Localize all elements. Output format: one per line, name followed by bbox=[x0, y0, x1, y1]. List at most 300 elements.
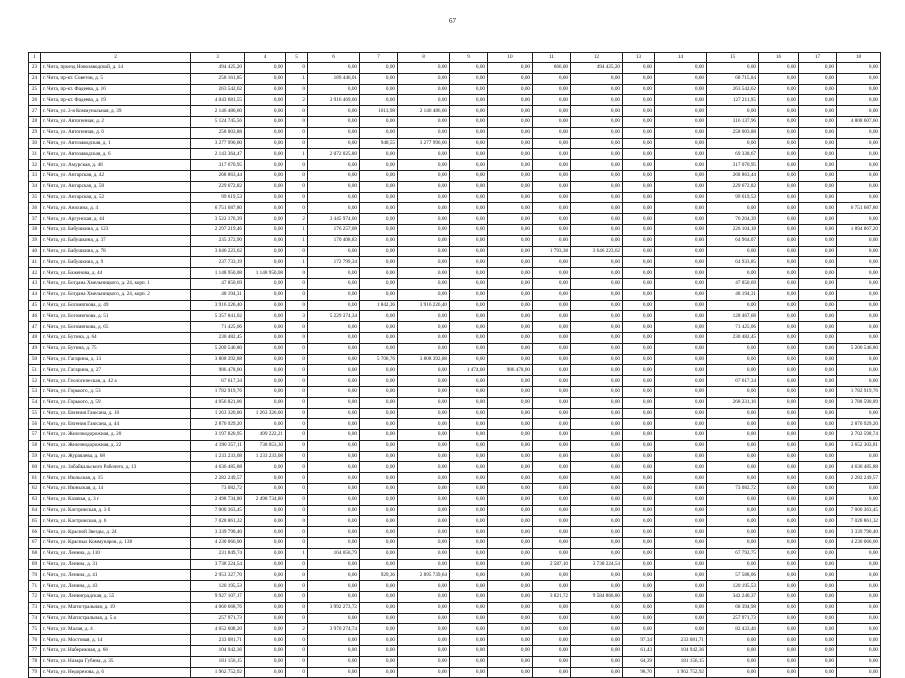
value-cell: 0,00 bbox=[360, 592, 398, 603]
value-cell: 0 bbox=[286, 494, 308, 505]
value-cell: 0,00 bbox=[245, 149, 286, 160]
value-cell: 0,00 bbox=[398, 127, 450, 138]
value-cell: 0,00 bbox=[707, 451, 759, 462]
value-cell: 226 104,18 bbox=[707, 224, 759, 235]
value-cell: 1 474,00 bbox=[450, 365, 488, 376]
value-cell: 0,00 bbox=[655, 278, 707, 289]
value-cell: 0,00 bbox=[837, 289, 881, 300]
value-cell: 986 478,00 bbox=[191, 365, 245, 376]
row-number-cell: 24 bbox=[29, 73, 41, 84]
value-cell: 0,00 bbox=[245, 278, 286, 289]
value-cell: 0,00 bbox=[398, 192, 450, 203]
value-cell: 0,00 bbox=[707, 667, 759, 678]
value-cell: 0,00 bbox=[799, 538, 837, 549]
value-cell: 3 522 176,39 bbox=[191, 214, 245, 225]
address-cell: г. Чита, ул. Богдана Хмельницкого, д. 24, корп. 1 bbox=[41, 278, 191, 289]
value-cell: 0 bbox=[286, 332, 308, 343]
value-cell: 0,00 bbox=[308, 484, 360, 495]
value-cell: 0,00 bbox=[623, 505, 655, 516]
address-cell: г. Чита, ул. Автогенная, д. 6 bbox=[41, 127, 191, 138]
row-number-cell: 79 bbox=[29, 667, 41, 678]
value-cell: 0,00 bbox=[245, 624, 286, 635]
value-cell: 0,00 bbox=[245, 602, 286, 613]
value-cell: 0,00 bbox=[450, 386, 488, 397]
value-cell: 0,00 bbox=[360, 484, 398, 495]
value-cell: 0,00 bbox=[450, 667, 488, 678]
row-number-cell: 61 bbox=[29, 473, 41, 484]
value-cell: 0,00 bbox=[398, 235, 450, 246]
value-cell: 0,00 bbox=[623, 343, 655, 354]
value-cell: 0,00 bbox=[450, 613, 488, 624]
value-cell: 0,00 bbox=[655, 527, 707, 538]
value-cell: 0 bbox=[286, 127, 308, 138]
value-cell: 0,00 bbox=[759, 408, 799, 419]
address-cell: г. Чита, ул. Красных Коммунаров, д. 138 bbox=[41, 538, 191, 549]
value-cell: 0,00 bbox=[655, 192, 707, 203]
value-cell: 0,00 bbox=[837, 602, 881, 613]
value-cell: 0,00 bbox=[450, 84, 488, 95]
address-cell: г. Чита, ул. Геологическая, д. 42 а bbox=[41, 376, 191, 387]
address-cell: г. Чита, ул. Бутина, д. 75 bbox=[41, 343, 191, 354]
value-cell: 1 233 233,08 bbox=[245, 451, 286, 462]
value-cell: 181 156,15 bbox=[655, 656, 707, 667]
value-cell: 0 bbox=[286, 419, 308, 430]
table-row bbox=[29, 613, 881, 624]
value-cell: 0,00 bbox=[707, 365, 759, 376]
value-cell: 0,00 bbox=[623, 430, 655, 441]
value-cell: 0,00 bbox=[245, 289, 286, 300]
value-cell: 0,00 bbox=[308, 656, 360, 667]
value-cell: 229 672,82 bbox=[191, 181, 245, 192]
value-cell: 0,00 bbox=[245, 300, 286, 311]
value-cell: 0,00 bbox=[450, 181, 488, 192]
value-cell: 0,00 bbox=[655, 343, 707, 354]
value-cell: 5 200 546,80 bbox=[191, 343, 245, 354]
value-cell: 0,00 bbox=[533, 462, 571, 473]
value-cell: 0 bbox=[286, 656, 308, 667]
value-cell: 0 bbox=[286, 613, 308, 624]
value-cell: 0,00 bbox=[799, 84, 837, 95]
table-row bbox=[29, 430, 881, 441]
address-cell: г. Чита, ул. 2-я Коммунальная, д. 39 bbox=[41, 106, 191, 117]
value-cell: 0,00 bbox=[533, 343, 571, 354]
value-cell: 1 bbox=[286, 235, 308, 246]
value-cell: 0,00 bbox=[533, 203, 571, 214]
value-cell: 257 971,73 bbox=[707, 613, 759, 624]
row-number-cell: 53 bbox=[29, 386, 41, 397]
value-cell: 0,00 bbox=[799, 527, 837, 538]
value-cell: 0,00 bbox=[623, 63, 655, 74]
value-cell: 0,00 bbox=[450, 257, 488, 268]
row-number-cell: 43 bbox=[29, 278, 41, 289]
table-row bbox=[29, 268, 881, 279]
value-cell: 0,00 bbox=[450, 170, 488, 181]
value-cell: 73 082,72 bbox=[191, 484, 245, 495]
value-cell: 0,00 bbox=[450, 559, 488, 570]
row-number-cell: 32 bbox=[29, 160, 41, 171]
value-cell: 0,00 bbox=[488, 73, 533, 84]
value-cell: 0,00 bbox=[655, 268, 707, 279]
value-cell: 0,00 bbox=[308, 559, 360, 570]
value-cell: 3 197 820,95 bbox=[191, 430, 245, 441]
value-cell: 0,00 bbox=[571, 656, 623, 667]
value-cell: 0,00 bbox=[571, 430, 623, 441]
address-cell: г. Чита, ул. Баженова, д. 44 bbox=[41, 268, 191, 279]
row-number-cell: 49 bbox=[29, 343, 41, 354]
value-cell: 0,00 bbox=[571, 278, 623, 289]
value-cell: 0,00 bbox=[799, 127, 837, 138]
value-cell: 258 003,88 bbox=[191, 127, 245, 138]
value-cell: 0,00 bbox=[308, 181, 360, 192]
table-row bbox=[29, 624, 881, 635]
value-cell: 0,00 bbox=[450, 462, 488, 473]
value-cell: 0,00 bbox=[245, 376, 286, 387]
value-cell: 0,00 bbox=[571, 538, 623, 549]
value-cell: 0,00 bbox=[707, 527, 759, 538]
value-cell: 1 148 950,08 bbox=[191, 268, 245, 279]
table-row bbox=[29, 160, 881, 171]
table-row bbox=[29, 570, 881, 581]
table-header-row bbox=[29, 53, 881, 63]
value-cell: 342 240,37 bbox=[707, 592, 759, 603]
value-cell: 0,00 bbox=[245, 257, 286, 268]
value-cell: 0,00 bbox=[245, 116, 286, 127]
value-cell: 0,00 bbox=[450, 602, 488, 613]
value-cell: 0,00 bbox=[245, 203, 286, 214]
value-cell: 0,00 bbox=[360, 289, 398, 300]
table-row bbox=[29, 246, 881, 257]
value-cell: 0,00 bbox=[533, 278, 571, 289]
value-cell: 258 161,85 bbox=[191, 73, 245, 84]
value-cell: 0,00 bbox=[533, 127, 571, 138]
value-cell: 0,00 bbox=[837, 354, 881, 365]
table-row bbox=[29, 667, 881, 678]
value-cell: 0,00 bbox=[360, 203, 398, 214]
value-cell: 0,00 bbox=[799, 581, 837, 592]
value-cell: 2 587,10 bbox=[533, 559, 571, 570]
value-cell: 170 408,83 bbox=[308, 235, 360, 246]
value-cell: 0,00 bbox=[360, 419, 398, 430]
value-cell: 0,00 bbox=[360, 656, 398, 667]
value-cell: 0,00 bbox=[360, 192, 398, 203]
value-cell: 0,00 bbox=[799, 559, 837, 570]
value-cell: 0,00 bbox=[398, 624, 450, 635]
value-cell: 0,00 bbox=[533, 516, 571, 527]
value-cell: 0,00 bbox=[655, 386, 707, 397]
value-cell: 0,00 bbox=[623, 257, 655, 268]
address-cell: г. Чита, ул. Горького, д. 59 bbox=[41, 397, 191, 408]
value-cell: 0,00 bbox=[360, 386, 398, 397]
value-cell: 0,00 bbox=[245, 181, 286, 192]
value-cell: 0,00 bbox=[488, 203, 533, 214]
value-cell: 0,00 bbox=[308, 635, 360, 646]
value-cell: 0 bbox=[286, 440, 308, 451]
value-cell: 0,00 bbox=[571, 322, 623, 333]
value-cell: 47 850,69 bbox=[191, 278, 245, 289]
value-cell: 0,00 bbox=[360, 246, 398, 257]
value-cell: 0,00 bbox=[308, 300, 360, 311]
value-cell: 0,00 bbox=[571, 289, 623, 300]
value-cell: 0,00 bbox=[398, 278, 450, 289]
value-cell: 0,00 bbox=[360, 430, 398, 441]
value-cell: 0,00 bbox=[799, 505, 837, 516]
value-cell: 3 277 996,00 bbox=[398, 138, 450, 149]
address-cell: г. Чита, ул. Набережная, д. 66 bbox=[41, 646, 191, 657]
value-cell: 0,00 bbox=[488, 322, 533, 333]
value-cell: 0,00 bbox=[837, 494, 881, 505]
value-cell: 0,00 bbox=[533, 548, 571, 559]
value-cell: 0,00 bbox=[799, 138, 837, 149]
value-cell: 0,00 bbox=[533, 300, 571, 311]
value-cell: 1 bbox=[286, 257, 308, 268]
value-cell: 0 bbox=[286, 592, 308, 603]
value-cell: 233 081,71 bbox=[191, 635, 245, 646]
value-cell: 0,00 bbox=[571, 516, 623, 527]
table-row bbox=[29, 602, 881, 613]
value-cell: 0,00 bbox=[360, 268, 398, 279]
table-row bbox=[29, 63, 881, 74]
row-number-cell: 23 bbox=[29, 63, 41, 74]
value-cell: 0,00 bbox=[245, 106, 286, 117]
value-cell: 0,00 bbox=[245, 592, 286, 603]
value-cell: 0,00 bbox=[655, 332, 707, 343]
page-number: 67 bbox=[449, 17, 456, 25]
value-cell: 0,00 bbox=[799, 116, 837, 127]
value-cell: 0,00 bbox=[450, 538, 488, 549]
value-cell: 0,00 bbox=[488, 84, 533, 95]
value-cell: 127 211,95 bbox=[707, 95, 759, 106]
address-cell: г. Чита, ул. Магистральная, д. 5 а bbox=[41, 613, 191, 624]
value-cell: 0,00 bbox=[533, 451, 571, 462]
value-cell: 0,00 bbox=[655, 613, 707, 624]
value-cell: 230 482,45 bbox=[707, 332, 759, 343]
column-header: 13 bbox=[623, 53, 655, 63]
row-number-cell: 68 bbox=[29, 548, 41, 559]
value-cell: 0,00 bbox=[655, 538, 707, 549]
address-cell: г. Чита, ул. Забайкальского Рабочего, д. 13 bbox=[41, 462, 191, 473]
value-cell: 0,00 bbox=[360, 538, 398, 549]
value-cell: 0,00 bbox=[707, 646, 759, 657]
row-number-cell: 37 bbox=[29, 214, 41, 225]
value-cell: 0,00 bbox=[245, 548, 286, 559]
table-row bbox=[29, 214, 881, 225]
value-cell: 0,00 bbox=[245, 656, 286, 667]
value-cell: 0,00 bbox=[398, 257, 450, 268]
value-cell: 0 bbox=[286, 181, 308, 192]
value-cell: 0,00 bbox=[488, 484, 533, 495]
value-cell: 0 bbox=[286, 602, 308, 613]
row-number-cell: 51 bbox=[29, 365, 41, 376]
value-cell: 0,00 bbox=[759, 170, 799, 181]
value-cell: 0,00 bbox=[398, 268, 450, 279]
value-cell: 189 446,01 bbox=[308, 73, 360, 84]
value-cell: 0,00 bbox=[533, 408, 571, 419]
value-cell: 0,00 bbox=[488, 354, 533, 365]
value-cell: 4 636 485,88 bbox=[837, 462, 881, 473]
value-cell: 0,00 bbox=[308, 127, 360, 138]
value-cell: 0,00 bbox=[707, 386, 759, 397]
value-cell: 0,00 bbox=[799, 602, 837, 613]
value-cell: 0,00 bbox=[533, 570, 571, 581]
row-number-cell: 77 bbox=[29, 646, 41, 657]
address-cell: г. Чита, ул. Богдана Хмельницкого, д. 24, корп. 2 bbox=[41, 289, 191, 300]
value-cell: 0,00 bbox=[707, 538, 759, 549]
row-number-cell: 39 bbox=[29, 235, 41, 246]
address-cell: г. Чита, ул. Магистральная, д. 19 bbox=[41, 602, 191, 613]
value-cell: 0,00 bbox=[488, 592, 533, 603]
value-cell: 0,00 bbox=[533, 473, 571, 484]
value-cell: 0,00 bbox=[245, 127, 286, 138]
value-cell: 0,00 bbox=[308, 170, 360, 181]
value-cell: 0,00 bbox=[623, 354, 655, 365]
value-cell: 0,00 bbox=[571, 440, 623, 451]
value-cell: 68 394,98 bbox=[707, 602, 759, 613]
value-cell: 0,00 bbox=[799, 462, 837, 473]
value-cell: 5 200 546,80 bbox=[837, 343, 881, 354]
table-row bbox=[29, 538, 881, 549]
value-cell: 0,00 bbox=[571, 332, 623, 343]
row-number-cell: 57 bbox=[29, 430, 41, 441]
column-header: 12 bbox=[571, 53, 623, 63]
value-cell: 2 953 327,70 bbox=[191, 570, 245, 581]
value-cell: 4 230 066,00 bbox=[837, 538, 881, 549]
column-header: 15 bbox=[707, 53, 759, 63]
value-cell: 0,00 bbox=[623, 548, 655, 559]
value-cell: 268 863,44 bbox=[191, 170, 245, 181]
value-cell: 0,00 bbox=[450, 440, 488, 451]
value-cell: 0,00 bbox=[360, 224, 398, 235]
value-cell: 235 372,90 bbox=[191, 235, 245, 246]
value-cell: 1 962 752,92 bbox=[191, 667, 245, 678]
value-cell: 64,39 bbox=[623, 656, 655, 667]
value-cell: 0,00 bbox=[533, 538, 571, 549]
value-cell: 0,00 bbox=[533, 505, 571, 516]
value-cell: 0,00 bbox=[245, 667, 286, 678]
value-cell: 0,00 bbox=[488, 397, 533, 408]
value-cell: 0,00 bbox=[655, 203, 707, 214]
value-cell: 1013,98 bbox=[360, 106, 398, 117]
value-cell: 0,00 bbox=[759, 559, 799, 570]
value-cell: 0,00 bbox=[623, 246, 655, 257]
value-cell: 0,00 bbox=[571, 462, 623, 473]
value-cell: 0,00 bbox=[450, 289, 488, 300]
value-cell: 0,00 bbox=[837, 635, 881, 646]
value-cell: 0,00 bbox=[360, 257, 398, 268]
value-cell: 0,00 bbox=[571, 570, 623, 581]
value-cell: 0,00 bbox=[837, 84, 881, 95]
value-cell: 0,00 bbox=[837, 624, 881, 635]
value-cell: 0,00 bbox=[571, 602, 623, 613]
value-cell: 0,00 bbox=[308, 343, 360, 354]
value-cell: 0,00 bbox=[533, 332, 571, 343]
value-cell: 0,00 bbox=[398, 408, 450, 419]
value-cell: 0,00 bbox=[450, 646, 488, 657]
value-cell: 0,00 bbox=[450, 473, 488, 484]
row-number-cell: 59 bbox=[29, 451, 41, 462]
value-cell: 0,00 bbox=[360, 473, 398, 484]
value-cell: 0,00 bbox=[623, 203, 655, 214]
value-cell: 0,00 bbox=[655, 548, 707, 559]
table-row bbox=[29, 581, 881, 592]
value-cell: 0,00 bbox=[308, 473, 360, 484]
value-cell: 0,00 bbox=[623, 451, 655, 462]
value-cell: 0,00 bbox=[655, 624, 707, 635]
value-cell: 2 498 734,80 bbox=[191, 494, 245, 505]
value-cell: 0,00 bbox=[759, 581, 799, 592]
value-cell: 0 bbox=[286, 138, 308, 149]
value-cell: 0,00 bbox=[488, 268, 533, 279]
value-cell: 0,00 bbox=[623, 84, 655, 95]
value-cell: 2 870 929,20 bbox=[837, 419, 881, 430]
value-cell: 0,00 bbox=[837, 63, 881, 74]
column-header: 11 bbox=[533, 53, 571, 63]
value-cell: 0,00 bbox=[450, 268, 488, 279]
value-cell: 1 bbox=[286, 73, 308, 84]
address-cell: г. Чита, ул. Кастринская, д. 6 bbox=[41, 516, 191, 527]
value-cell: 0,00 bbox=[759, 430, 799, 441]
value-cell: 0,00 bbox=[759, 494, 799, 505]
column-header: 8 bbox=[398, 53, 450, 63]
address-cell: г. Чита, ул. Гагарина, д. 13 bbox=[41, 354, 191, 365]
value-cell: 0,00 bbox=[799, 408, 837, 419]
table-body bbox=[29, 63, 881, 678]
value-cell: 104 942,36 bbox=[191, 646, 245, 657]
row-number-cell: 65 bbox=[29, 516, 41, 527]
row-number-cell: 74 bbox=[29, 613, 41, 624]
value-cell: 0,00 bbox=[398, 559, 450, 570]
value-cell: 0,00 bbox=[759, 667, 799, 678]
value-cell: 0,00 bbox=[488, 63, 533, 74]
value-cell: 0,00 bbox=[759, 548, 799, 559]
value-cell: 0,00 bbox=[450, 419, 488, 430]
value-cell: 0,00 bbox=[799, 667, 837, 678]
value-cell: 0,00 bbox=[707, 419, 759, 430]
value-cell: 0,00 bbox=[450, 624, 488, 635]
value-cell: 0,00 bbox=[759, 505, 799, 516]
value-cell: 0,00 bbox=[308, 203, 360, 214]
value-cell: 0,00 bbox=[571, 84, 623, 95]
value-cell: 0,00 bbox=[308, 613, 360, 624]
row-number-cell: 36 bbox=[29, 203, 41, 214]
address-cell: г. Чита, ул. Евгения Гаюсана, д. 10 bbox=[41, 408, 191, 419]
value-cell: 0,00 bbox=[799, 635, 837, 646]
value-cell: 0,00 bbox=[488, 278, 533, 289]
value-cell: 0,00 bbox=[398, 462, 450, 473]
value-cell: 82 433,46 bbox=[707, 624, 759, 635]
value-cell: 0,00 bbox=[450, 127, 488, 138]
value-cell: 0,00 bbox=[799, 440, 837, 451]
value-cell: 0,00 bbox=[245, 635, 286, 646]
value-cell: 3 916 469,60 bbox=[308, 95, 360, 106]
value-cell: 0,00 bbox=[571, 494, 623, 505]
value-cell: 0,00 bbox=[707, 473, 759, 484]
value-cell: 0,00 bbox=[759, 246, 799, 257]
value-cell: 0,00 bbox=[488, 192, 533, 203]
value-cell: 0,00 bbox=[571, 581, 623, 592]
value-cell: 0 bbox=[286, 84, 308, 95]
value-cell: 0,00 bbox=[759, 181, 799, 192]
value-cell: 0,00 bbox=[360, 84, 398, 95]
address-cell: г. Чита, ул. Амурская, д. 48 bbox=[41, 160, 191, 171]
value-cell: 0,00 bbox=[799, 322, 837, 333]
value-cell: 0,00 bbox=[623, 149, 655, 160]
value-cell: 0,00 bbox=[398, 246, 450, 257]
value-cell: 0,00 bbox=[450, 63, 488, 74]
value-cell: 0,00 bbox=[707, 516, 759, 527]
value-cell: 4 056 821,06 bbox=[191, 397, 245, 408]
value-cell: 120 195,53 bbox=[707, 581, 759, 592]
value-cell: 0,00 bbox=[571, 451, 623, 462]
